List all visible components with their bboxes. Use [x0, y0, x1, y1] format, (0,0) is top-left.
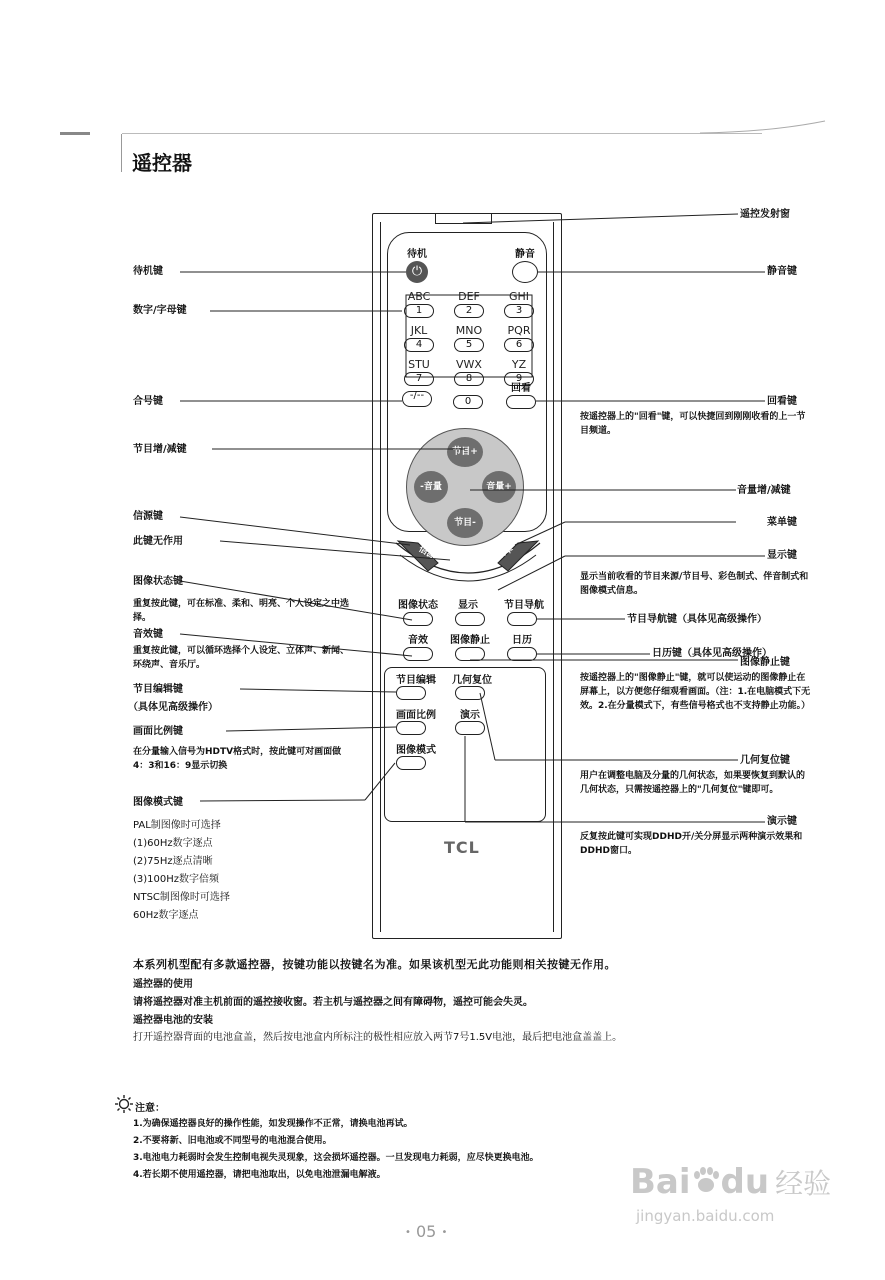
desc-sound: 重复按此键，可以循环选择个人设定、立体声、新闻、环绕声、音乐厅。 [133, 646, 350, 670]
num-group-label: PQR [507, 324, 531, 337]
sound-key-label: 音效 [408, 635, 428, 646]
num-group-label: STU [408, 358, 430, 371]
mute-key-label: 静音 [515, 249, 535, 260]
label-noop: 此键无作用 [133, 536, 183, 547]
num-key-text: 1 [415, 305, 423, 316]
label-picture-state: 图像状态键 [133, 576, 183, 587]
label-numeric: 数字/字母键 [133, 305, 187, 316]
desc-return: 按遥控器上的"回看"键，可以快捷回到刚刚收看的上一节目频道。 [580, 412, 806, 436]
label-mute: 静音键 [767, 266, 797, 277]
desc-geometry: 用户在调整电脑及分量的几何状态，如果要恢复到默认的几何状态，只需按遥控器上的"几何复位"键即可。 [580, 771, 806, 795]
label-source: 信源键 [133, 511, 163, 522]
picture-mode-item: (2)75Hz逐点清晰 [133, 856, 213, 867]
label-channel: 节目增/减键 [133, 444, 187, 455]
label-aspect: 画面比例键 [133, 726, 183, 737]
dpad-left-label: -音量 [420, 482, 442, 492]
picture-mode-item: (1)60Hz数字逐点 [133, 838, 213, 849]
picture-mode-key-label: 图像模式 [396, 745, 436, 756]
num-key-text: 2 [465, 305, 473, 316]
notes-list [133, 1116, 539, 1184]
num-group-label: DEF [458, 290, 480, 303]
dpad-down-label: 节目- [454, 518, 476, 528]
label-emitter: 遥控发射窗 [740, 209, 790, 220]
notes-title: 注意： [135, 1103, 165, 1114]
label-geometry: 几何复位键 [740, 755, 790, 766]
body-line1: 本系列机型配有多款遥控器，按键功能以按键名为准。如果该机型无此功能则相关按键无作用。 [133, 958, 616, 971]
label-edit: 节目编辑键 [133, 684, 183, 695]
desc-freeze: 按遥控器上的"图像静止"键，就可以使运动的图像静止在屏幕上，以方便您仔细观看画面。（注：1.在电脑模式下无效。2.在分量模式下，有些信号格式也不支持静止功能。） [580, 673, 811, 711]
freeze-key-label: 图像静止 [450, 635, 490, 646]
note-item: 2.不要将新、旧电池或不同型号的电池混合使用。 [133, 1136, 332, 1146]
page-number [405, 1222, 447, 1241]
label-edit-note: （具体见高级操作） [128, 702, 218, 713]
watermark-brand-2: du [720, 1162, 770, 1202]
edit-key-label: 节目编辑 [396, 675, 436, 686]
baidu-watermark [630, 1162, 831, 1202]
num-group-label: ABC [407, 290, 431, 303]
note-item: 4.若长期不使用遥控器，请把电池取出，以免电池泄漏电解液。 [133, 1170, 386, 1180]
standby-key-label: 待机 [407, 249, 427, 260]
body-usage: 请将遥控器对准主机前面的遥控接收窗。若主机与遥控器之间有障碍物，遥控可能会失灵。 [133, 997, 533, 1008]
desc-display: 显示当前收看的节目来源/节目号、彩色制式、伴音制式和图像模式信息。 [580, 572, 809, 596]
page-number-text: 05 [416, 1222, 437, 1241]
label-menu: 菜单键 [767, 517, 797, 528]
source-key-text: 信源 [416, 544, 438, 562]
label-volume: 音量增/减键 [737, 485, 791, 496]
brand-logo: TCL [444, 838, 480, 857]
label-combo: 合号键 [133, 396, 163, 407]
picture-state-key-label: 图像状态 [398, 600, 438, 611]
desc-aspect: 在分量输入信号为HDTV格式时，按此键可对画面做4：3和16：9显示切换 [133, 747, 342, 771]
return-key-label: 回看 [511, 383, 531, 394]
aspect-key-label: 画面比例 [396, 710, 436, 721]
menu-key-text: 菜单 [494, 544, 516, 562]
label-display: 显示键 [767, 550, 797, 561]
picture-mode-item: PAL制图像时可选择 [133, 820, 221, 831]
watermark-suffix: 经验 [775, 1167, 832, 1200]
num-key-text: 9 [515, 373, 523, 384]
paw-icon [691, 1165, 721, 1195]
label-freeze: 图像静止键 [740, 657, 790, 668]
label-standby: 待机键 [133, 266, 163, 277]
power-icon: ⏻ [411, 264, 423, 279]
picture-mode-item: 60Hz数字逐点 [133, 910, 199, 921]
num-key-text: 4 [415, 339, 423, 350]
lightbulb-icon [114, 1094, 134, 1114]
num-group-label: VWX [456, 358, 482, 371]
combo-key-text: -/-- [409, 390, 425, 401]
num-group-label: GHI [508, 290, 530, 303]
label-calendar: 日历键（具体见高级操作） [652, 648, 772, 659]
desc-demo: 反复按此键可实现DDHD开/关分屏显示两种演示效果和DDHD窗口。 [580, 832, 803, 856]
page-dot-left: • [405, 1227, 411, 1238]
zero-key-text: 0 [464, 396, 472, 407]
dpad-up-label: 节目+ [452, 447, 478, 457]
num-group-label: YZ [511, 358, 527, 371]
demo-key-label: 演示 [460, 710, 480, 721]
num-key-text: 8 [465, 373, 473, 384]
label-return: 回看键 [767, 396, 797, 407]
num-key-text: 3 [515, 305, 523, 316]
note-item: 3.电池电力耗弱时会发生控制电视失灵现象，这会损坏遥控器。一旦发现电力耗弱，应尽快更换电池。 [133, 1153, 539, 1163]
body-heading-usage: 遥控器的使用 [133, 979, 193, 990]
desc-picture-state: 重复按此键，可在标准、柔和、明亮、个人设定之中选择。 [133, 599, 350, 623]
picture-mode-item: (3)100Hz数字倍频 [133, 874, 220, 885]
num-group-label: JKL [410, 324, 428, 337]
num-group-label: MNO [455, 324, 483, 337]
num-key-text: 7 [415, 373, 423, 384]
note-item: 1.为确保遥控器良好的操作性能，如发现操作不正常，请换电池再试。 [133, 1119, 413, 1129]
body-heading-battery: 遥控器电池的安装 [133, 1015, 213, 1026]
watermark-url: jingyan.baidu.com [636, 1207, 775, 1225]
picture-mode-list [133, 817, 230, 925]
nav-key-label: 节目导航 [504, 600, 544, 611]
page-dot-right: • [441, 1227, 448, 1238]
dpad-right-label: 音量+ [486, 482, 512, 492]
num-key-text: 6 [515, 339, 523, 350]
page-title: 遥控器 [132, 151, 192, 175]
num-key-text: 5 [465, 339, 473, 350]
label-nav: 节目导航键（具体见高级操作） [627, 614, 767, 625]
label-demo: 演示键 [767, 816, 797, 827]
calendar-key-label: 日历 [512, 635, 532, 646]
picture-mode-item: NTSC制图像时可选择 [133, 892, 230, 903]
label-picture-mode: 图像模式键 [133, 797, 183, 808]
label-sound: 音效键 [133, 629, 163, 640]
body-battery: 打开遥控器背面的电池盒盖，然后按电池盒内所标注的极性相应放入两节7号1.5V电池，最后把电池盒盖盖上。 [133, 1032, 623, 1043]
display-key-label: 显示 [458, 600, 478, 611]
watermark-brand: Bai [630, 1162, 691, 1202]
geometry-key-label: 几何复位 [452, 675, 492, 686]
